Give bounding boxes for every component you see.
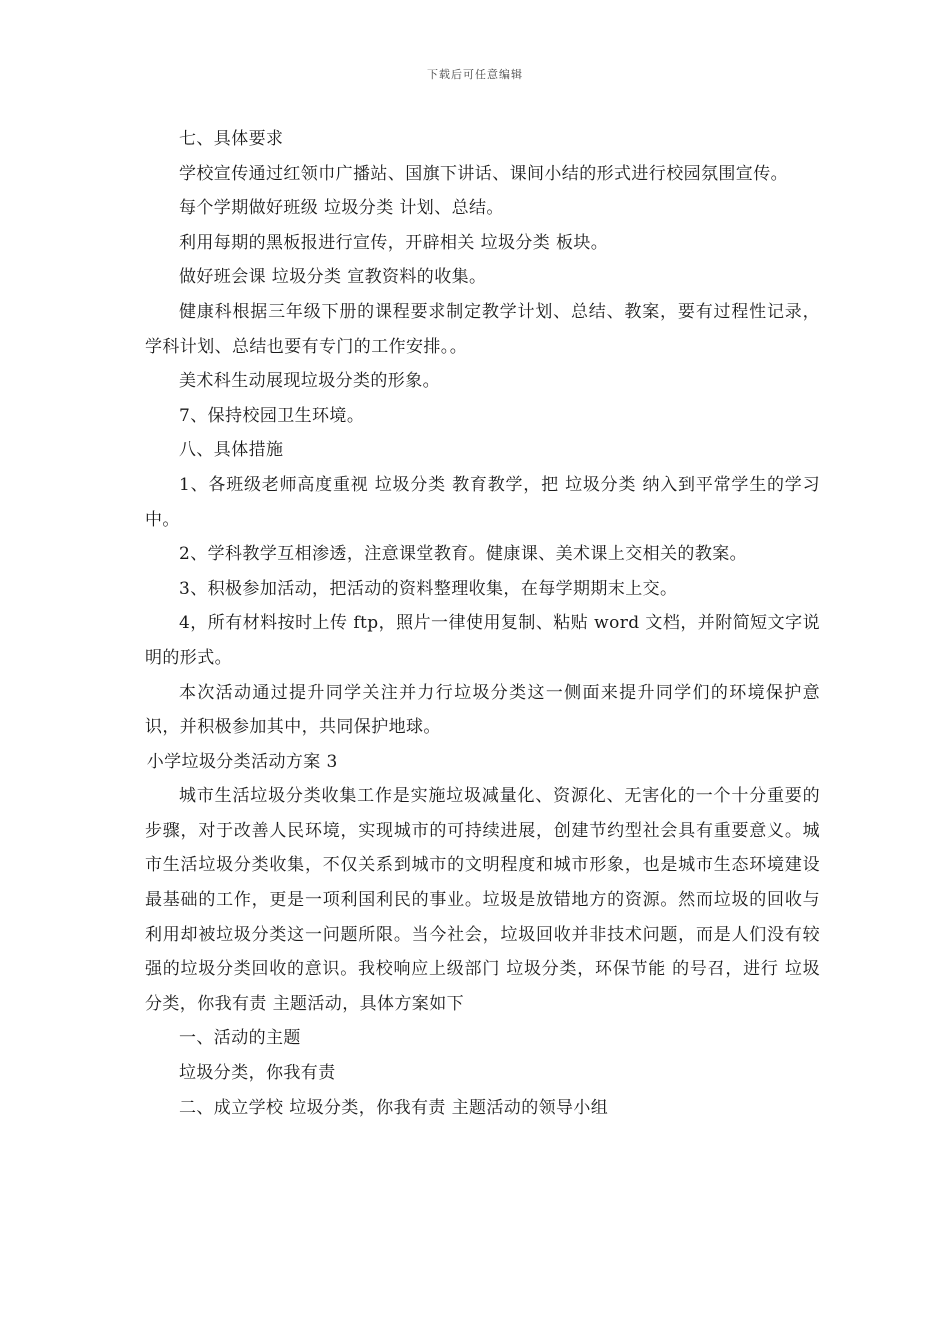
paragraph: 利用每期的黑板报进行宣传，开辟相关 垃圾分类 板块。: [179, 232, 609, 253]
paragraph: 2、学科教学互相渗透，注意课堂教育。健康课、美术课上交相关的教案。: [179, 544, 748, 565]
paragraph: 7、保持校园卫生环境。: [179, 405, 365, 426]
paragraph: 4，所有材料按时上传 ftp，照片一律使用复制、粘贴 word 文档，并附简短文字说明的形式。: [145, 613, 820, 668]
paragraph: 1、各班级老师高度重视 垃圾分类 教育教学，把 垃圾分类 纳入到平常学生的学习中。: [145, 474, 820, 530]
paragraph: 每个学期做好班级 垃圾分类 计划、总结。: [179, 198, 504, 219]
section-heading: 小学垃圾分类活动方案 3: [146, 751, 338, 772]
paragraph: 健康科根据三年级下册的课程要求制定教学计划、总结、教案，要有过程性记录，学科计划、总结也要有专门的工作安排。。: [145, 301, 820, 357]
paragraph: 城市生活垃圾分类收集工作是实施垃圾减量化、资源化、无害化的一个十分重要的步骤，对于改善人民环境，实现城市的可持续进展，创建节约型社会具有重要意义。城市生活垃圾分类收集，不仅关系到城市的文明程度和城市形象，也是城市生态环境建设最基础的工作，更是一项利国利民的事业。垃圾是放错地方的资源。然而垃圾的回收与利用却被垃圾分类这一问题所限。当今社会，垃圾回收并非技术问题，而是人们没有较强的垃圾分类回收的意识。我校响应上级部门 垃圾分类，环保节能 的号召，进行 垃圾分类，你我有责 主题活动，具体方案如下: [145, 786, 820, 1014]
paragraph: 二、成立学校 垃圾分类，你我有责 主题活动的领导小组: [179, 1097, 609, 1118]
paragraph: 一、活动的主题: [179, 1028, 301, 1049]
document-body: [145, 122, 820, 1125]
paragraph: 八、具体措施: [179, 440, 284, 461]
paragraph: 学校宣传通过红领巾广播站、国旗下讲话、课间小结的形式进行校园氛围宣传。: [179, 163, 788, 184]
paragraph: 本次活动通过提升同学关注并力行垃圾分类这一侧面来提升同学们的环境保护意识，并积极参加其中，共同保护地球。: [145, 682, 820, 738]
paragraph: 3、积极参加活动，把活动的资料整理收集，在每学期期末上交。: [179, 578, 678, 599]
paragraph: 七、具体要求: [179, 129, 284, 149]
paragraph: 垃圾分类，你我有责: [179, 1063, 336, 1084]
page-header: 下载后可任意编辑: [427, 68, 523, 81]
paragraph: 做好班会课 垃圾分类 宣教资料的收集。: [179, 267, 487, 288]
paragraph: 美术科生动展现垃圾分类的形象。: [179, 371, 440, 392]
